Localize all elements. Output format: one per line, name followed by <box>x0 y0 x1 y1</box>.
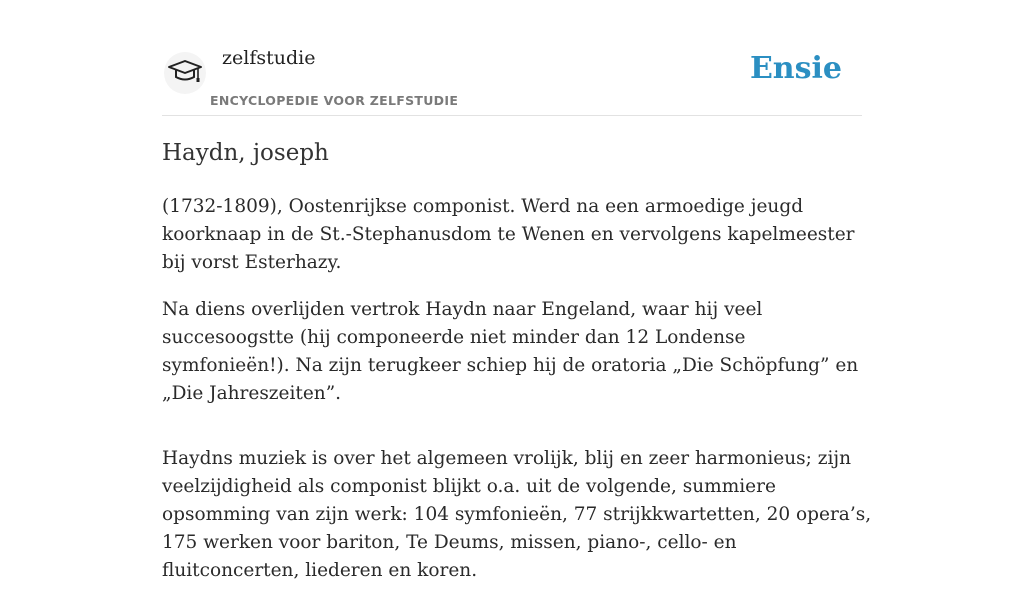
article-title: Haydn, joseph <box>162 140 329 166</box>
article-paragraph: Haydns muziek is over het algemeen vrolijk, blij en zeer harmonieus; zijn veelzijdigheid als componist blijkt o.a. uit de volgende, summiere opsomming van zijn werk: 104 symfonieën, 77 strijkkwartetten, 20 opera’s, 175 werken voor bariton, Te Deums, missen, piano-, cello- en fluitconcerten, liederen en koren. <box>162 448 872 581</box>
page-container <box>162 0 872 581</box>
site-header <box>162 0 862 116</box>
ensie-logo-link[interactable]: Ensie <box>749 51 842 86</box>
article-body <box>162 193 872 604</box>
article-paragraph: (1732-1809), Oostenrijkse componist. Werd na een armoedige jeugd koorknaap in de St.-Stephanusdom te Wenen en vervolgens kapelmeester bij vorst Esterhazy. <box>162 196 855 273</box>
site-name[interactable]: zelfstudie <box>222 47 316 69</box>
article-paragraph: Na diens overlijden vertrok Haydn naar Engeland, waar hij veel succesoogstte (hij componeerde niet minder dan 12 Londense symfonieën!). Na zijn terugkeer schiep hij de oratoria „Die Schöpfung” en „Die Jahreszeiten”. <box>162 299 859 404</box>
graduation-cap-icon[interactable] <box>164 52 206 94</box>
site-tagline: ENCYCLOPEDIE VOOR ZELFSTUDIE <box>210 93 459 108</box>
